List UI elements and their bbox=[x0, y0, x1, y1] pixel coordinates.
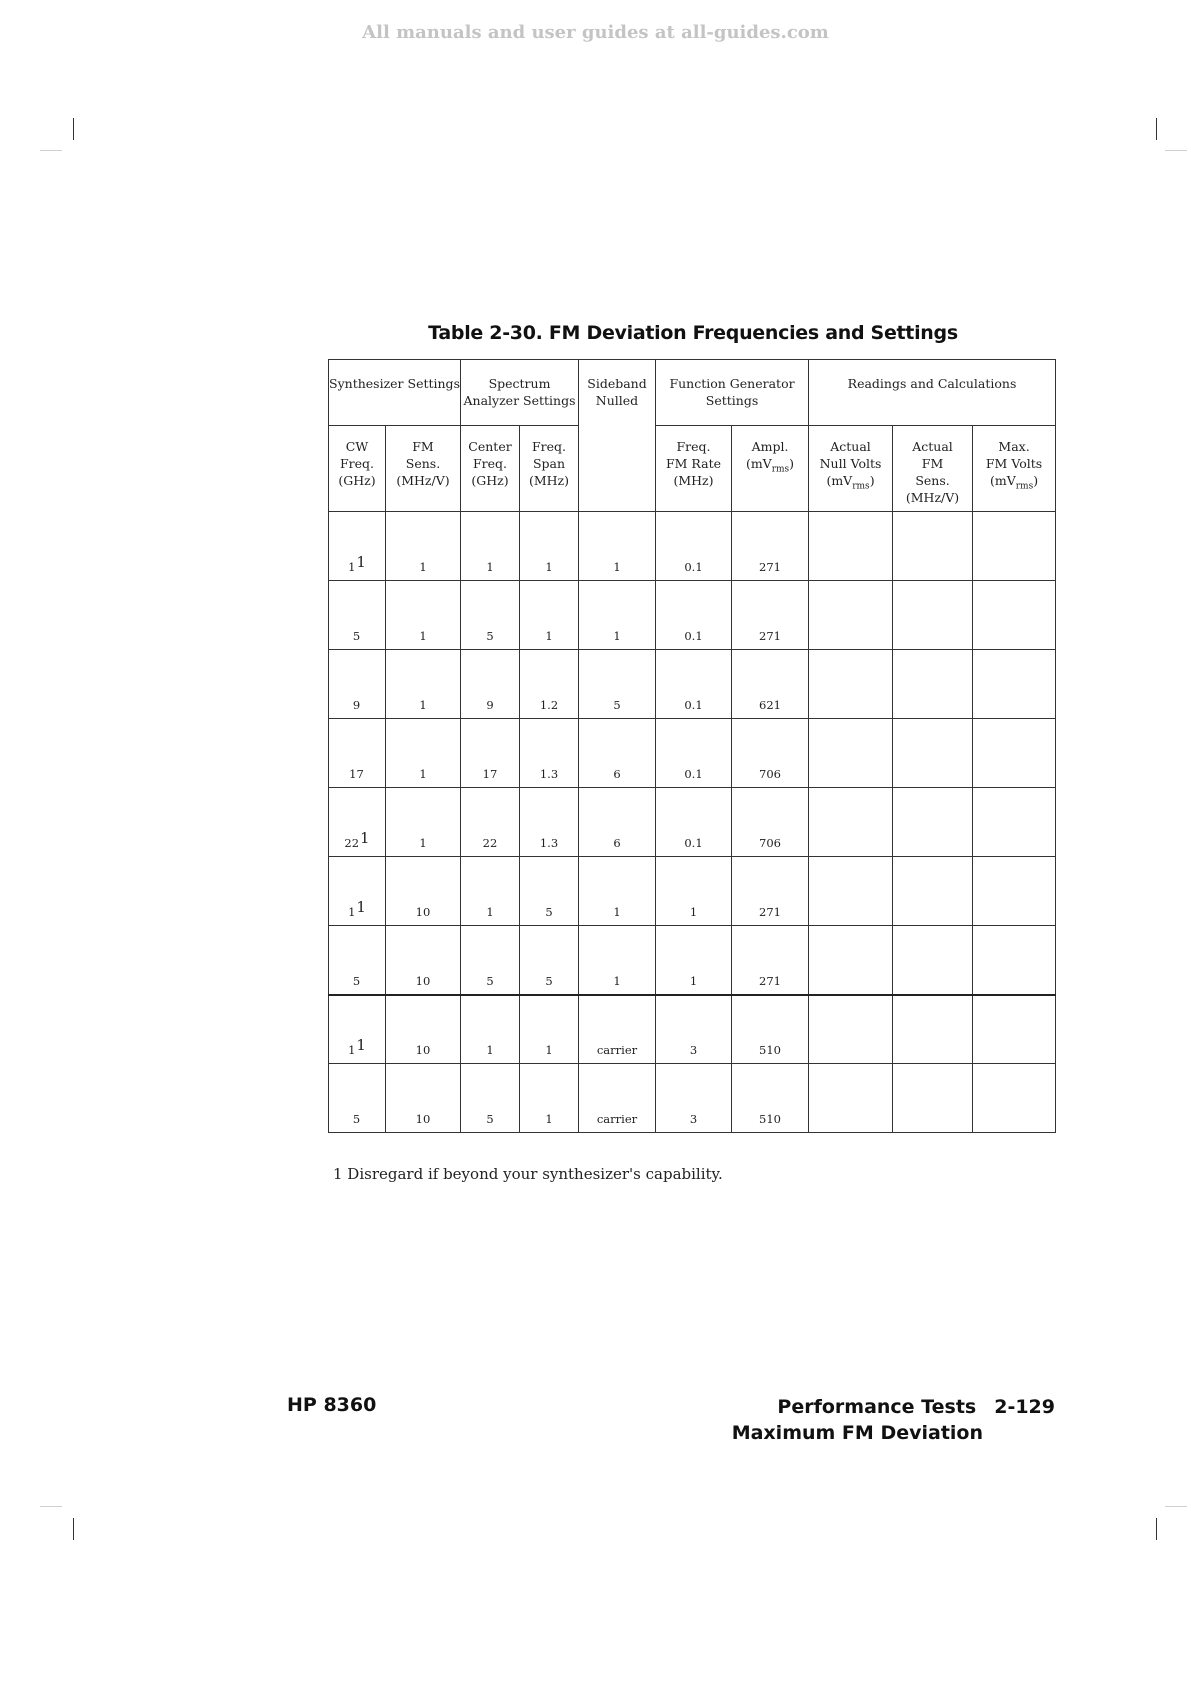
cell-actual-fm-sens bbox=[893, 995, 973, 1064]
cell-fm-rate: 0.1 bbox=[656, 581, 732, 650]
cell-sideband-nulled: 5 bbox=[579, 650, 656, 719]
cell-max-fm-volts bbox=[973, 719, 1056, 788]
cell-actual-null-volts bbox=[809, 788, 893, 857]
footer-right bbox=[732, 1394, 1055, 1446]
cell-actual-null-volts bbox=[809, 719, 893, 788]
fm-deviation-table bbox=[328, 359, 1056, 1133]
table-title: Table 2-30. FM Deviation Frequencies and Settings bbox=[428, 322, 958, 344]
col-actual-fm-sens: Actual FM Sens. (MHz/V) bbox=[893, 426, 973, 512]
cell-max-fm-volts bbox=[973, 512, 1056, 581]
watermark: All manuals and user guides at all-guides.com bbox=[362, 22, 829, 43]
col-max-fm-volts: Max. FM Volts $(mV_{rms})$ bbox=[973, 426, 1056, 512]
cell-max-fm-volts bbox=[973, 581, 1056, 650]
cell-cw-freq: 5 bbox=[329, 1064, 386, 1133]
cell-cw-freq: 22$^1$ bbox=[329, 788, 386, 857]
group-synthesizer-settings: Synthesizer Settings bbox=[329, 360, 461, 426]
cell-fm-sens: 1 bbox=[386, 512, 461, 581]
cell-center-freq: 22 bbox=[461, 788, 520, 857]
footnote-marker: 1 bbox=[360, 829, 370, 847]
cell-freq-span: 5 bbox=[520, 926, 579, 995]
cell-actual-null-volts bbox=[809, 581, 893, 650]
cell-fm-sens: 10 bbox=[386, 926, 461, 995]
cell-max-fm-volts bbox=[973, 857, 1056, 926]
crop-mark-top-right bbox=[1156, 118, 1157, 140]
crop-mark-bottom-left-h bbox=[40, 1506, 62, 1507]
footnote-marker: 1 bbox=[356, 553, 366, 571]
table-row bbox=[329, 788, 1056, 857]
col-actual-null-volts: Actual Null Volts $(mV_{rms})$ bbox=[809, 426, 893, 512]
cell-cw-freq: 1$^1$ bbox=[329, 857, 386, 926]
cell-freq-span: 1 bbox=[520, 581, 579, 650]
cell-sideband-nulled: carrier bbox=[579, 1064, 656, 1133]
cell-sideband-nulled: 1 bbox=[579, 512, 656, 581]
cell-freq-span: 5 bbox=[520, 857, 579, 926]
table-row bbox=[329, 650, 1056, 719]
cell-actual-fm-sens bbox=[893, 719, 973, 788]
cell-center-freq: 1 bbox=[461, 995, 520, 1064]
cell-ampl: 271 bbox=[732, 926, 809, 995]
col-ampl: Ampl. $(mV_{rms})$ bbox=[732, 426, 809, 512]
cell-max-fm-volts bbox=[973, 1064, 1056, 1133]
crop-mark-bottom-right bbox=[1156, 1518, 1157, 1540]
group-readings-calculations: Readings and Calculations bbox=[809, 360, 1056, 426]
cell-sideband-nulled: 1 bbox=[579, 926, 656, 995]
cell-fm-sens: 1 bbox=[386, 581, 461, 650]
footnote-marker: 1 bbox=[356, 898, 366, 916]
cell-actual-fm-sens bbox=[893, 926, 973, 995]
table-row bbox=[329, 995, 1056, 1064]
cell-actual-null-volts bbox=[809, 857, 893, 926]
cell-sideband-nulled: 1 bbox=[579, 857, 656, 926]
cell-actual-fm-sens bbox=[893, 788, 973, 857]
cell-freq-span: 1.3 bbox=[520, 719, 579, 788]
crop-mark-bottom-left bbox=[73, 1518, 74, 1540]
cell-max-fm-volts bbox=[973, 926, 1056, 995]
cell-actual-fm-sens bbox=[893, 581, 973, 650]
cell-cw-freq: 5 bbox=[329, 926, 386, 995]
cell-ampl: 510 bbox=[732, 1064, 809, 1133]
cell-fm-rate: 0.1 bbox=[656, 512, 732, 581]
cell-fm-rate: 1 bbox=[656, 857, 732, 926]
col-fm-sens: FM Sens. (MHz/V) bbox=[386, 426, 461, 512]
cell-freq-span: 1 bbox=[520, 995, 579, 1064]
cell-sideband-nulled: 6 bbox=[579, 788, 656, 857]
cell-actual-fm-sens bbox=[893, 857, 973, 926]
cell-cw-freq: 1$^1$ bbox=[329, 512, 386, 581]
cell-freq-span: 1 bbox=[520, 1064, 579, 1133]
cell-ampl: 510 bbox=[732, 995, 809, 1064]
col-fm-rate: Freq. FM Rate (MHz) bbox=[656, 426, 732, 512]
cell-cw-freq: 1$^1$ bbox=[329, 995, 386, 1064]
footer-subsection: Maximum FM Deviation bbox=[731, 1422, 983, 1444]
cell-center-freq: 5 bbox=[461, 581, 520, 650]
cell-center-freq: 5 bbox=[461, 1064, 520, 1133]
crop-mark-top-right-h bbox=[1165, 150, 1187, 151]
cell-fm-rate: 0.1 bbox=[656, 650, 732, 719]
cell-fm-rate: 0.1 bbox=[656, 719, 732, 788]
cell-sideband-nulled: 1 bbox=[579, 581, 656, 650]
cell-fm-rate: 1 bbox=[656, 926, 732, 995]
cell-cw-freq: 17 bbox=[329, 719, 386, 788]
cell-freq-span: 1.2 bbox=[520, 650, 579, 719]
table-row bbox=[329, 512, 1056, 581]
cell-actual-null-volts bbox=[809, 995, 893, 1064]
footer-model: HP 8360 bbox=[287, 1394, 377, 1416]
cell-sideband-nulled: 6 bbox=[579, 719, 656, 788]
col-freq-span: Freq. Span (MHz) bbox=[520, 426, 579, 512]
col-center-freq: Center Freq. (GHz) bbox=[461, 426, 520, 512]
cell-actual-null-volts bbox=[809, 512, 893, 581]
cell-center-freq: 1 bbox=[461, 512, 520, 581]
cell-max-fm-volts bbox=[973, 650, 1056, 719]
cell-actual-fm-sens bbox=[893, 1064, 973, 1133]
crop-mark-bottom-right-h bbox=[1165, 1506, 1187, 1507]
cell-fm-rate: 3 bbox=[656, 995, 732, 1064]
group-sideband-nulled: Sideband Nulled bbox=[579, 360, 656, 512]
cell-fm-sens: 1 bbox=[386, 788, 461, 857]
cell-fm-sens: 10 bbox=[386, 1064, 461, 1133]
cell-actual-null-volts bbox=[809, 926, 893, 995]
cell-max-fm-volts bbox=[973, 788, 1056, 857]
cell-fm-rate: 0.1 bbox=[656, 788, 732, 857]
cell-center-freq: 1 bbox=[461, 857, 520, 926]
cell-center-freq: 5 bbox=[461, 926, 520, 995]
cell-actual-null-volts bbox=[809, 650, 893, 719]
crop-mark-top-left-h bbox=[40, 150, 62, 151]
cell-cw-freq: 5 bbox=[329, 581, 386, 650]
crop-mark-top-left bbox=[73, 118, 74, 140]
cell-cw-freq: 9 bbox=[329, 650, 386, 719]
group-spectrum-analyzer-settings: Spectrum Analyzer Settings bbox=[461, 360, 579, 426]
cell-sideband-nulled: carrier bbox=[579, 995, 656, 1064]
cell-freq-span: 1 bbox=[520, 512, 579, 581]
footer-page-number: 2-129 bbox=[994, 1396, 1055, 1418]
footer-section: Performance Tests bbox=[777, 1396, 977, 1418]
cell-ampl: 706 bbox=[732, 788, 809, 857]
cell-ampl: 621 bbox=[732, 650, 809, 719]
table-footnote: 1 Disregard if beyond your synthesizer's capability. bbox=[333, 1165, 723, 1183]
cell-fm-sens: 1 bbox=[386, 650, 461, 719]
table-row bbox=[329, 1064, 1056, 1133]
cell-fm-rate: 3 bbox=[656, 1064, 732, 1133]
group-function-generator-settings: Function Generator Settings bbox=[656, 360, 809, 426]
cell-ampl: 271 bbox=[732, 581, 809, 650]
cell-actual-fm-sens bbox=[893, 650, 973, 719]
cell-freq-span: 1.3 bbox=[520, 788, 579, 857]
footnote-marker: 1 bbox=[356, 1036, 366, 1054]
cell-fm-sens: 1 bbox=[386, 719, 461, 788]
col-cw-freq: CW Freq. (GHz) bbox=[329, 426, 386, 512]
cell-max-fm-volts bbox=[973, 995, 1056, 1064]
cell-fm-sens: 10 bbox=[386, 995, 461, 1064]
table-row bbox=[329, 581, 1056, 650]
cell-ampl: 271 bbox=[732, 512, 809, 581]
table-row bbox=[329, 926, 1056, 995]
cell-fm-sens: 10 bbox=[386, 857, 461, 926]
cell-center-freq: 17 bbox=[461, 719, 520, 788]
cell-actual-fm-sens bbox=[893, 512, 973, 581]
table-row bbox=[329, 719, 1056, 788]
cell-ampl: 271 bbox=[732, 857, 809, 926]
cell-actual-null-volts bbox=[809, 1064, 893, 1133]
cell-ampl: 706 bbox=[732, 719, 809, 788]
cell-center-freq: 9 bbox=[461, 650, 520, 719]
table-row bbox=[329, 857, 1056, 926]
